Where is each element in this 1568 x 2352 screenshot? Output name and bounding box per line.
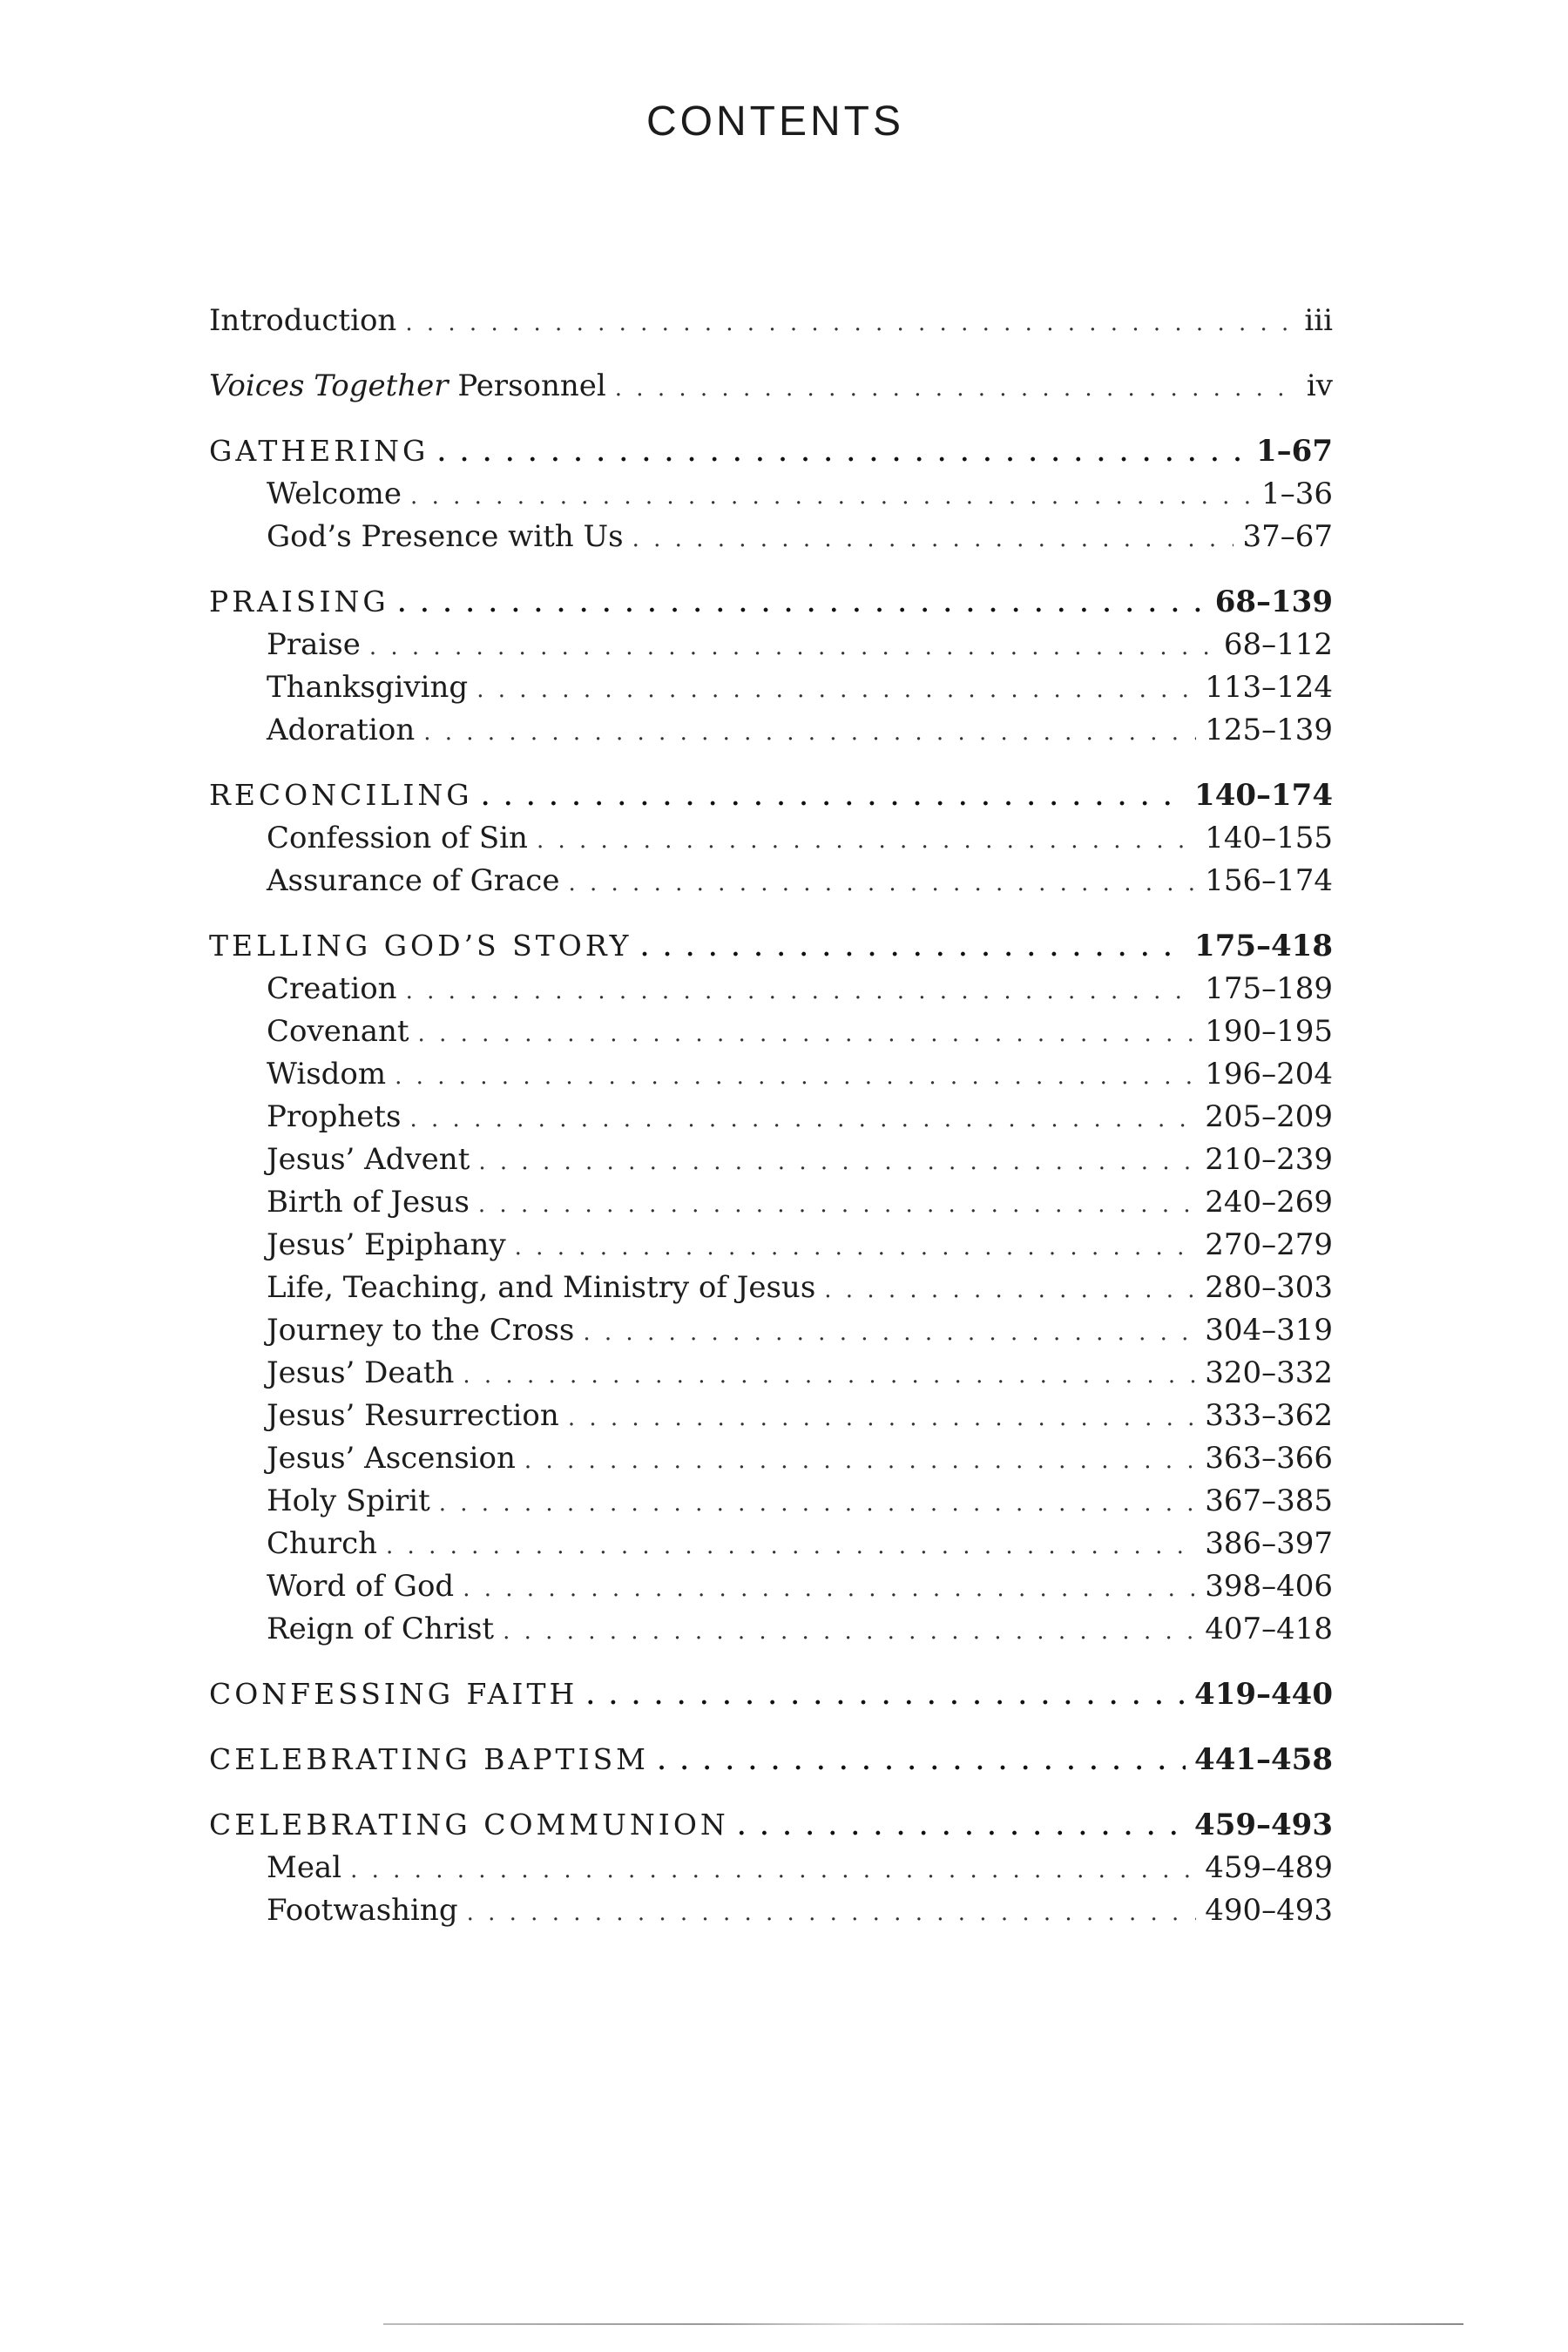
- dot-leader: [658, 1749, 1186, 1775]
- toc-subsection-entry[interactable]: [209, 519, 1333, 562]
- toc-entry-introduction[interactable]: [209, 303, 1333, 346]
- toc-entry-page: 441–458: [1194, 1742, 1333, 1777]
- toc-entry-label: Jesus’ Ascension: [267, 1441, 516, 1476]
- toc-sections: [209, 434, 1333, 1936]
- toc-entry-page: 140–174: [1194, 778, 1333, 813]
- toc-subsection-entry[interactable]: [209, 1526, 1333, 1569]
- toc-entry-label: Life, Teaching, and Ministry of Jesus: [267, 1270, 816, 1305]
- toc-entry-page: iii: [1304, 303, 1333, 338]
- toc-entry-label: Prophets: [267, 1099, 402, 1134]
- toc-subsection-entry[interactable]: [209, 476, 1333, 519]
- toc-section-heading[interactable]: [209, 1677, 1333, 1720]
- dot-leader: [439, 1490, 1196, 1517]
- toc-subsection-entry[interactable]: [209, 1014, 1333, 1057]
- dot-leader: [467, 1900, 1197, 1926]
- toc-entry-label: Praise: [267, 627, 361, 662]
- dot-leader: [824, 1277, 1196, 1303]
- page-title: CONTENTS: [646, 98, 904, 145]
- toc-subsection-entry[interactable]: [209, 1270, 1333, 1313]
- toc-entry-label: Introduction: [209, 303, 397, 338]
- toc-entry-page: 367–385: [1205, 1484, 1333, 1518]
- dot-leader: [437, 441, 1247, 467]
- toc-entry-page: 333–362: [1205, 1398, 1333, 1433]
- toc-section-heading[interactable]: [209, 1808, 1333, 1850]
- toc-subsection-entry[interactable]: [209, 1057, 1333, 1099]
- dot-leader: [586, 1684, 1186, 1710]
- toc-entry-page: 1–67: [1256, 434, 1333, 469]
- toc-subsection-entry[interactable]: [209, 821, 1333, 863]
- toc-entry-label: TELLING GOD’S STORY: [209, 929, 632, 963]
- toc-entry-page: 398–406: [1205, 1569, 1333, 1604]
- toc-entry-page: 304–319: [1205, 1313, 1333, 1348]
- toc-entry-personnel[interactable]: [209, 368, 1333, 411]
- dot-leader: [515, 1234, 1197, 1260]
- toc-entry-page: 270–279: [1205, 1227, 1333, 1262]
- dot-leader: [463, 1576, 1196, 1602]
- toc-entry-page: 210–239: [1205, 1142, 1333, 1177]
- toc-entry-label: Birth of Jesus: [267, 1185, 470, 1220]
- page-bottom-rule: [383, 2323, 1463, 2325]
- toc-subsection-entry[interactable]: [209, 1441, 1333, 1484]
- dot-leader: [568, 870, 1196, 896]
- dot-leader: [632, 526, 1234, 552]
- toc-entry-page: 205–209: [1205, 1099, 1333, 1134]
- toc-subsection-entry[interactable]: [209, 713, 1333, 755]
- toc-entry-label: Adoration: [267, 713, 416, 747]
- toc-entry-label-italic: Voices Together: [209, 368, 449, 403]
- dot-leader: [476, 677, 1196, 703]
- toc-section-heading[interactable]: [209, 778, 1333, 821]
- toc-entry-page: 175–189: [1205, 971, 1333, 1006]
- toc-subsection-entry[interactable]: [209, 670, 1333, 713]
- toc-entry-page: 280–303: [1205, 1270, 1333, 1305]
- dot-leader: [423, 720, 1196, 746]
- toc-subsection-entry[interactable]: [209, 1893, 1333, 1936]
- toc-entry-label: Wisdom: [267, 1057, 387, 1092]
- dot-leader: [410, 483, 1253, 510]
- toc-entry-label: God’s Presence with Us: [267, 519, 624, 554]
- dot-leader: [537, 828, 1196, 854]
- dot-leader: [615, 375, 1298, 402]
- dot-leader: [482, 785, 1186, 811]
- dot-leader: [640, 936, 1186, 962]
- toc-subsection-entry[interactable]: [209, 1569, 1333, 1612]
- toc-entry-label: Jesus’ Resurrection: [267, 1398, 559, 1433]
- dot-leader: [478, 1192, 1196, 1218]
- dot-leader: [478, 1149, 1196, 1175]
- dot-leader: [369, 634, 1215, 660]
- toc-entry-label: Thanksgiving: [267, 670, 469, 705]
- toc-entry-page: 175–418: [1194, 929, 1333, 963]
- dot-leader: [418, 1021, 1197, 1047]
- dot-leader: [405, 310, 1295, 336]
- toc-subsection-entry[interactable]: [209, 1099, 1333, 1142]
- dot-leader: [410, 1106, 1197, 1132]
- toc-entry-page: 68–139: [1214, 585, 1333, 619]
- toc-entry-label: PRAISING: [209, 585, 389, 618]
- toc-entry-label: Confession of Sin: [267, 821, 528, 855]
- dot-leader: [583, 1320, 1196, 1346]
- toc-entry-page: 407–418: [1205, 1612, 1333, 1646]
- toc-entry-label: CONFESSING FAITH: [209, 1677, 578, 1711]
- toc-entry-page: iv: [1306, 368, 1333, 403]
- table-of-contents: [209, 303, 1333, 1936]
- dot-leader: [738, 1815, 1186, 1841]
- toc-entry-page: 1–36: [1261, 476, 1333, 511]
- toc-entry-label: Journey to the Cross: [267, 1313, 575, 1348]
- toc-subsection-entry[interactable]: [209, 1142, 1333, 1185]
- toc-entry-label: Church: [267, 1526, 378, 1561]
- toc-entry-page: 196–204: [1205, 1057, 1333, 1092]
- toc-entry-label: Jesus’ Death: [267, 1355, 455, 1390]
- toc-entry-label: Word of God: [267, 1569, 455, 1604]
- toc-subsection-entry[interactable]: [209, 1227, 1333, 1270]
- toc-entry-label-rest: Personnel: [448, 368, 606, 403]
- toc-section-heading[interactable]: [209, 1742, 1333, 1785]
- toc-subsection-entry[interactable]: [209, 1185, 1333, 1227]
- toc-entry-page: 386–397: [1205, 1526, 1333, 1561]
- dot-leader: [524, 1448, 1196, 1474]
- toc-entry-label: Jesus’ Epiphany: [267, 1227, 506, 1262]
- toc-section-heading[interactable]: [209, 585, 1333, 627]
- toc-entry-page: 240–269: [1205, 1185, 1333, 1220]
- toc-entry-label: Holy Spirit: [267, 1484, 430, 1518]
- toc-entry-page: 459–493: [1194, 1808, 1333, 1842]
- toc-entry-label: Jesus’ Advent: [267, 1142, 470, 1177]
- toc-entry-page: 113–124: [1205, 670, 1333, 705]
- toc-entry-label: Reign of Christ: [267, 1612, 495, 1646]
- toc-subsection-entry[interactable]: [209, 1398, 1333, 1441]
- dot-leader: [350, 1857, 1196, 1883]
- toc-entry-label: Covenant: [267, 1014, 409, 1049]
- dot-leader: [406, 978, 1197, 1004]
- toc-section-heading[interactable]: [209, 929, 1333, 971]
- toc-subsection-entry[interactable]: [209, 1850, 1333, 1893]
- toc-entry-page: 459–489: [1205, 1850, 1333, 1885]
- toc-subsection-entry[interactable]: [209, 971, 1333, 1014]
- toc-entry-page: 140–155: [1205, 821, 1333, 855]
- toc-entry-label: Welcome: [267, 476, 402, 511]
- toc-entry-label: GATHERING: [209, 434, 429, 468]
- toc-subsection-entry[interactable]: [209, 627, 1333, 670]
- toc-entry-page: 190–195: [1205, 1014, 1333, 1049]
- toc-subsection-entry[interactable]: [209, 1484, 1333, 1526]
- toc-subsection-entry[interactable]: [209, 863, 1333, 906]
- toc-entry-page: 156–174: [1205, 863, 1333, 898]
- toc-section-heading[interactable]: [209, 434, 1333, 476]
- toc-entry-label: CELEBRATING COMMUNION: [209, 1808, 729, 1842]
- toc-entry-label: RECONCILING: [209, 778, 473, 812]
- toc-entry-page: 363–366: [1205, 1441, 1333, 1476]
- dot-leader: [568, 1405, 1196, 1431]
- toc-entry-label: Meal: [267, 1850, 342, 1885]
- toc-entry-label: CELEBRATING BAPTISM: [209, 1742, 649, 1776]
- dot-leader: [398, 591, 1206, 618]
- dot-leader: [386, 1533, 1196, 1559]
- toc-entry-page: 490–493: [1205, 1893, 1333, 1928]
- dot-leader: [463, 1362, 1196, 1389]
- toc-entry-label: Footwashing: [267, 1893, 458, 1928]
- toc-subsection-entry[interactable]: [209, 1612, 1333, 1654]
- toc-entry-page: 125–139: [1205, 713, 1333, 747]
- toc-entry-label: Assurance of Grace: [267, 863, 560, 898]
- toc-entry-label: [209, 368, 606, 403]
- toc-entry-page: 37–67: [1242, 519, 1333, 554]
- dot-leader: [503, 1619, 1196, 1645]
- toc-entry-label: Creation: [267, 971, 397, 1006]
- dot-leader: [395, 1064, 1196, 1090]
- toc-subsection-entry[interactable]: [209, 1355, 1333, 1398]
- toc-entry-page: 419–440: [1194, 1677, 1333, 1712]
- toc-entry-page: 68–112: [1223, 627, 1333, 662]
- toc-entry-page: 320–332: [1205, 1355, 1333, 1390]
- toc-subsection-entry[interactable]: [209, 1313, 1333, 1355]
